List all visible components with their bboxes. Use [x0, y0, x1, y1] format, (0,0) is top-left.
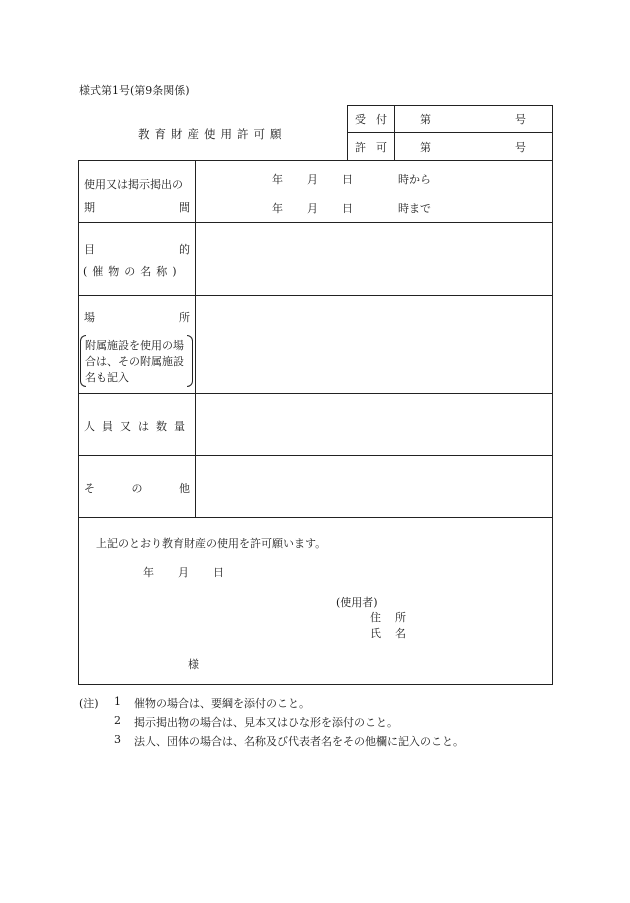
receipt-box-divider — [394, 105, 395, 160]
receipt-label: 受 付 — [355, 113, 387, 126]
request-nen: 年 — [143, 566, 154, 579]
place-note-line3: 名も記入 — [85, 371, 129, 384]
note-2-text: 掲示掲出物の場合は、見本又はひな形を添付のこと。 — [134, 716, 398, 729]
place-label: 場 所 — [84, 311, 190, 324]
table-right-border — [552, 105, 553, 685]
receipt-box-left — [347, 105, 348, 160]
row-divider-5 — [78, 517, 552, 518]
notes-prefix: (注) — [79, 697, 99, 710]
other-label: そ の 他 — [84, 482, 190, 495]
form-number: 様式第1号(第9条関係) — [79, 84, 190, 97]
place-note-line1: 附属施設を使用の場 — [85, 339, 184, 352]
row-divider-4 — [78, 455, 552, 456]
request-gatsu: 月 — [178, 566, 189, 579]
permit-dai: 第 — [420, 141, 431, 154]
period-label-line1: 使用又は掲示掲出の — [84, 178, 183, 191]
sama-label: 様 — [188, 658, 199, 671]
period-until-time: 時まで — [398, 202, 431, 215]
request-nichi: 日 — [213, 566, 224, 579]
place-note-bracket-right — [187, 335, 193, 387]
receipt-box-top — [347, 105, 552, 106]
note-3-num: 3 — [114, 733, 121, 746]
period-from-gatsu: 月 — [307, 173, 318, 186]
period-from-time: 時から — [398, 173, 431, 186]
period-until-gatsu: 月 — [307, 202, 318, 215]
table-top-border — [78, 160, 552, 161]
period-label-line2: 期 間 — [84, 201, 190, 214]
place-note-line2: 合は、その附属施設 — [85, 355, 184, 368]
permit-label: 許 可 — [355, 141, 387, 154]
request-text: 上記のとおり教育財産の使用を許可願います。 — [96, 537, 327, 550]
name-label: 氏 名 — [370, 627, 406, 640]
address-label: 住 所 — [370, 611, 406, 624]
receipt-box-mid — [347, 132, 552, 133]
purpose-sub-label: (催物の名称) — [83, 265, 182, 278]
receipt-dai: 第 — [420, 113, 431, 126]
row-divider-2 — [78, 295, 552, 296]
note-2-num: 2 — [114, 714, 121, 727]
period-from-nen: 年 — [272, 173, 283, 186]
permit-go: 号 — [515, 141, 526, 154]
user-label: (使用者) — [336, 596, 378, 609]
period-until-nen: 年 — [272, 202, 283, 215]
receipt-go: 号 — [515, 113, 526, 126]
period-until-nichi: 日 — [342, 202, 353, 215]
table-bottom-border — [78, 684, 552, 685]
note-1-num: 1 — [114, 695, 121, 708]
row-divider-1 — [78, 222, 552, 223]
table-left-border — [78, 160, 79, 685]
row-divider-3 — [78, 393, 552, 394]
form-title: 教育財産使用許可願 — [138, 127, 287, 141]
note-3-text: 法人、団体の場合は、名称及び代表者名をその他欄に記入のこと。 — [134, 735, 464, 748]
period-from-nichi: 日 — [342, 173, 353, 186]
people-label: 人員又は数量 — [84, 420, 192, 433]
purpose-label: 目 的 — [84, 243, 190, 256]
label-column-divider — [195, 160, 196, 518]
note-1-text: 催物の場合は、要綱を添付のこと。 — [134, 697, 310, 710]
